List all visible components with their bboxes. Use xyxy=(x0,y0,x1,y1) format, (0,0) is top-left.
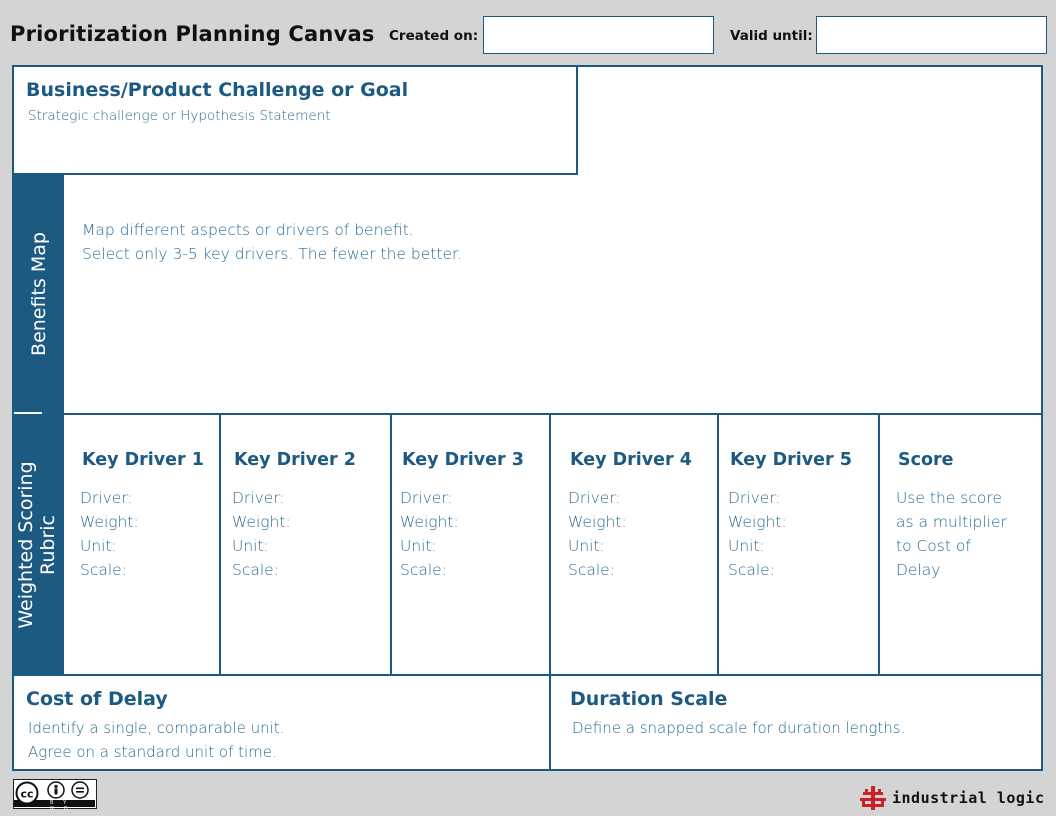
score-line: to Cost of xyxy=(896,537,971,555)
column-divider xyxy=(878,415,880,674)
unit-label: Unit: xyxy=(728,537,765,555)
cost-of-delay-title: Cost of Delay xyxy=(26,688,168,710)
rubric-sidebar xyxy=(14,415,64,674)
duration-scale-line: Define a snapped scale for duration lengths. xyxy=(572,719,906,737)
score-line: as a multiplier xyxy=(896,513,1007,531)
page-title: Prioritization Planning Canvas xyxy=(10,22,375,46)
key-driver-title: Key Driver 4 xyxy=(570,450,692,470)
divider-notch xyxy=(14,412,42,414)
cost-of-delay-text xyxy=(28,716,284,764)
column-divider xyxy=(717,415,719,674)
divider xyxy=(14,413,1041,415)
weight-label: Weight: xyxy=(80,513,139,531)
driver-label: Driver: xyxy=(80,489,133,507)
rubric-label xyxy=(15,445,59,645)
unit-label: Unit: xyxy=(80,537,117,555)
duration-scale-title: Duration Scale xyxy=(570,688,728,710)
unit-label: Unit: xyxy=(232,537,269,555)
scale-label: Scale: xyxy=(728,561,775,579)
key-driver-title: Key Driver 2 xyxy=(234,450,356,470)
key-driver-fields xyxy=(80,486,139,582)
unit-label: Unit: xyxy=(568,537,605,555)
scale-label: Scale: xyxy=(568,561,615,579)
brand-mark-icon xyxy=(860,786,886,810)
cost-of-delay-line: Agree on a standard unit of time. xyxy=(28,743,277,761)
key-driver-title: Key Driver 1 xyxy=(82,450,204,470)
valid-until-field[interactable] xyxy=(816,16,1047,54)
brand-name: industrial logic xyxy=(892,789,1045,807)
score-line: Use the score xyxy=(896,489,1002,507)
key-driver-fields xyxy=(232,486,291,582)
column-divider xyxy=(549,415,551,674)
benefits-map-label: Benefits Map xyxy=(28,232,50,356)
driver-label: Driver: xyxy=(400,489,453,507)
benefits-map-sidebar xyxy=(14,175,64,413)
industrial-logic-logo[interactable] xyxy=(860,786,1045,810)
valid-until-label: Valid until: xyxy=(730,28,813,44)
score-line: Delay xyxy=(896,561,941,579)
unit-label: Unit: xyxy=(400,537,437,555)
duration-scale-text xyxy=(572,716,905,740)
svg-text:cc: cc xyxy=(20,787,34,801)
goal-section[interactable] xyxy=(14,67,578,175)
cost-of-delay-line: Identify a single, comparable unit. xyxy=(28,719,285,737)
goal-title: Business/Product Challenge or Goal xyxy=(26,79,409,101)
created-on-label: Created on: xyxy=(389,28,479,44)
column-divider xyxy=(390,415,392,674)
column-divider xyxy=(549,676,551,771)
driver-label: Driver: xyxy=(232,489,285,507)
weight-label: Weight: xyxy=(232,513,291,531)
rubric-label-line: Weighted Scoring xyxy=(15,461,37,629)
scale-label: Scale: xyxy=(400,561,447,579)
scale-label: Scale: xyxy=(232,561,279,579)
weight-label: Weight: xyxy=(568,513,627,531)
license-badge-text: BY ND xyxy=(50,800,78,812)
key-driver-fields xyxy=(568,486,627,582)
planning-canvas xyxy=(12,65,1043,771)
weight-label: Weight: xyxy=(728,513,787,531)
driver-label: Driver: xyxy=(568,489,621,507)
benefits-map-text[interactable] xyxy=(82,218,462,266)
score-title: Score xyxy=(898,450,954,470)
driver-label: Driver: xyxy=(728,489,781,507)
benefits-map-line: Select only 3-5 key drivers. The fewer the better. xyxy=(82,245,462,263)
key-driver-title: Key Driver 5 xyxy=(730,450,852,470)
weight-label: Weight: xyxy=(400,513,459,531)
benefits-map-line: Map different aspects or drivers of benefit. xyxy=(82,221,414,239)
created-on-field[interactable] xyxy=(483,16,714,54)
column-divider xyxy=(219,415,221,674)
score-description xyxy=(896,486,1007,582)
rubric-label-line: Rubric xyxy=(37,515,59,575)
divider xyxy=(14,674,1041,676)
creative-commons-badge[interactable] xyxy=(13,779,97,812)
key-driver-fields xyxy=(728,486,787,582)
key-driver-fields xyxy=(400,486,459,582)
scale-label: Scale: xyxy=(80,561,127,579)
key-driver-title: Key Driver 3 xyxy=(402,450,524,470)
goal-subtitle: Strategic challenge or Hypothesis Statement xyxy=(28,108,331,124)
